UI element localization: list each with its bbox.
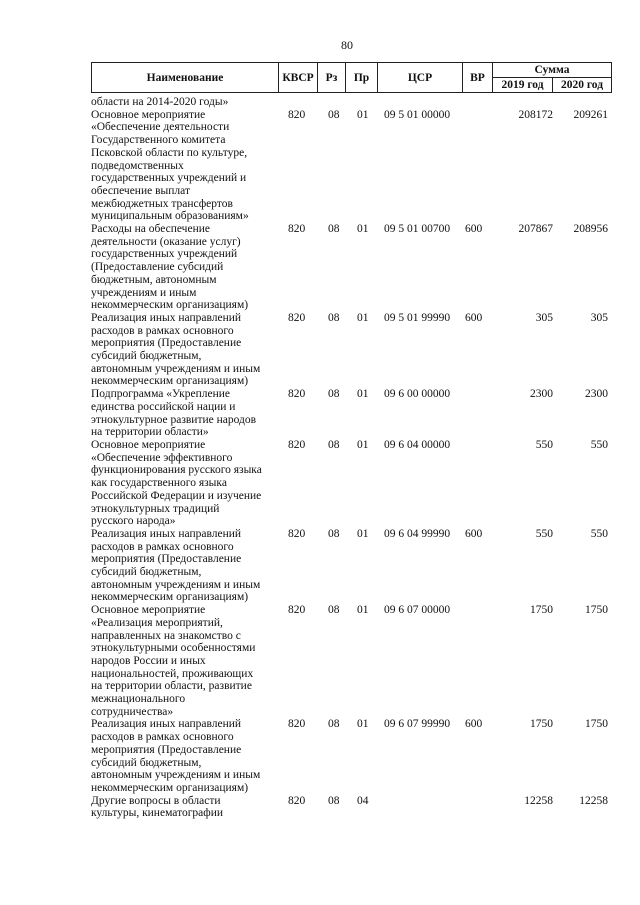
table-row — [91, 604, 621, 718]
row-2020: 208956 — [573, 223, 608, 236]
row-kvsr: 820 — [288, 438, 306, 451]
row-rz: 08 — [328, 311, 340, 324]
table-header — [91, 62, 612, 93]
row-name: Подпрограмма «Укрепление единства российской нации и этнокультурное развитие народов на территории области» — [91, 388, 257, 439]
row-kvsr: 820 — [288, 108, 306, 121]
row-2019: 2300 — [530, 388, 553, 401]
row-kvsr: 820 — [288, 311, 306, 324]
row-rz: 08 — [328, 604, 340, 617]
row-pr: 01 — [357, 718, 369, 731]
table-row — [91, 439, 621, 528]
row-2019: 208172 — [518, 108, 553, 121]
row-pr: 04 — [357, 794, 369, 807]
row-kvsr: 820 — [288, 794, 306, 807]
row-csr: 09 5 01 00700 — [384, 223, 451, 236]
table-row — [91, 528, 621, 604]
row-2019: 305 — [535, 311, 553, 324]
row-kvsr: 820 — [288, 718, 306, 731]
row-rz: 08 — [328, 794, 340, 807]
row-rz: 08 — [328, 388, 340, 401]
row-csr: 09 6 04 00000 — [384, 438, 451, 451]
row-vr: 600 — [465, 311, 483, 324]
row-name: Основное мероприятие «Обеспечение деятельности Государственного комитета Псковской области по культуре, подведомственных государственных учреждений и обеспечение выплат межбюджетных трансфертов муниципальным образованиям» — [91, 108, 249, 223]
table-row — [91, 109, 621, 223]
row-2020: 209261 — [573, 108, 608, 121]
row-2020: 305 — [590, 311, 608, 324]
row-name: области на 2014-2020 годы» — [91, 96, 229, 108]
row-kvsr: 820 — [288, 527, 306, 540]
header-name: Наименование — [92, 63, 279, 93]
row-name: Другие вопросы в области культуры, кинематографии — [91, 794, 224, 820]
row-name: Реализация иных направлений расходов в рамках основного мероприятия (Предоставление субсидий бюджетным, автономным учреждениям и иным некоммерческим организациям) — [91, 527, 261, 604]
row-2020: 1750 — [585, 604, 608, 617]
header-2019: 2019 год — [493, 78, 553, 93]
row-rz: 08 — [328, 108, 340, 121]
table-row — [91, 312, 621, 388]
row-vr: 600 — [465, 223, 483, 236]
row-pr: 01 — [357, 108, 369, 121]
row-pr: 01 — [357, 604, 369, 617]
header-rz: Рз — [318, 63, 346, 93]
row-kvsr: 820 — [288, 388, 306, 401]
row-vr: 600 — [465, 527, 483, 540]
row-csr: 09 6 04 99990 — [384, 527, 451, 540]
row-2020: 1750 — [585, 718, 608, 731]
row-kvsr: 820 — [288, 223, 306, 236]
table-row — [91, 96, 621, 109]
row-csr: 09 6 07 00000 — [384, 604, 451, 617]
page-number: 80 — [341, 38, 353, 52]
row-csr: 09 5 01 00000 — [384, 108, 451, 121]
row-vr: 600 — [465, 718, 483, 731]
row-rz: 08 — [328, 718, 340, 731]
row-csr: 09 6 00 00000 — [384, 388, 451, 401]
table-row — [91, 223, 621, 312]
row-2019: 12258 — [524, 794, 553, 807]
row-2019: 1750 — [530, 718, 553, 731]
row-pr: 01 — [357, 311, 369, 324]
row-2020: 2300 — [585, 388, 608, 401]
header-kvsr: КВСР — [279, 63, 318, 93]
table-row — [91, 718, 621, 794]
row-rz: 08 — [328, 223, 340, 236]
row-rz: 08 — [328, 527, 340, 540]
table-row — [91, 795, 621, 820]
row-csr: 09 5 01 99990 — [384, 311, 451, 324]
table-row — [91, 388, 621, 439]
row-pr: 01 — [357, 527, 369, 540]
row-csr: 09 6 07 99990 — [384, 718, 451, 731]
row-name: Основное мероприятие «Обеспечение эффективного функционирования русского языка как государственного языка Российской Федерации и изучение этнокультурных традиций русского народа» — [91, 438, 262, 528]
table-body — [91, 96, 621, 820]
row-pr: 01 — [357, 438, 369, 451]
header-2020: 2020 год — [553, 78, 612, 93]
row-name: Расходы на обеспечение деятельности (оказание услуг) государственных учреждений (Предоставление субсидий бюджетным, автономным учреждениям и иным некоммерческим организациям) — [91, 223, 249, 312]
row-2020: 550 — [590, 438, 608, 451]
row-kvsr: 820 — [288, 604, 306, 617]
header-pr: Пр — [346, 63, 378, 93]
row-2019: 550 — [535, 438, 553, 451]
row-name: Реализация иных направлений расходов в рамках основного мероприятия (Предоставление субсидий бюджетным, автономным учреждениям и иным некоммерческим организациям) — [91, 718, 261, 794]
row-rz: 08 — [328, 438, 340, 451]
row-2020: 550 — [590, 527, 608, 540]
row-2019: 207867 — [518, 223, 553, 236]
row-name: Реализация иных направлений расходов в рамках основного мероприятия (Предоставление субсидий бюджетным, автономным учреждениям и иным некоммерческим организациям) — [91, 311, 261, 388]
row-name: Основное мероприятие «Реализация мероприятий, направленных на знакомство с этнокультурными особенностями народов России и иных национальностей, проживающих на территории области, развитие межнационального сотрудничества» — [91, 604, 256, 718]
row-pr: 01 — [357, 388, 369, 401]
row-2020: 12258 — [579, 794, 608, 807]
header-csr: ЦСР — [378, 63, 463, 93]
header-vr: ВР — [463, 63, 493, 93]
row-2019: 550 — [535, 527, 553, 540]
row-pr: 01 — [357, 223, 369, 236]
header-sum: Сумма — [493, 63, 612, 78]
row-2019: 1750 — [530, 604, 553, 617]
